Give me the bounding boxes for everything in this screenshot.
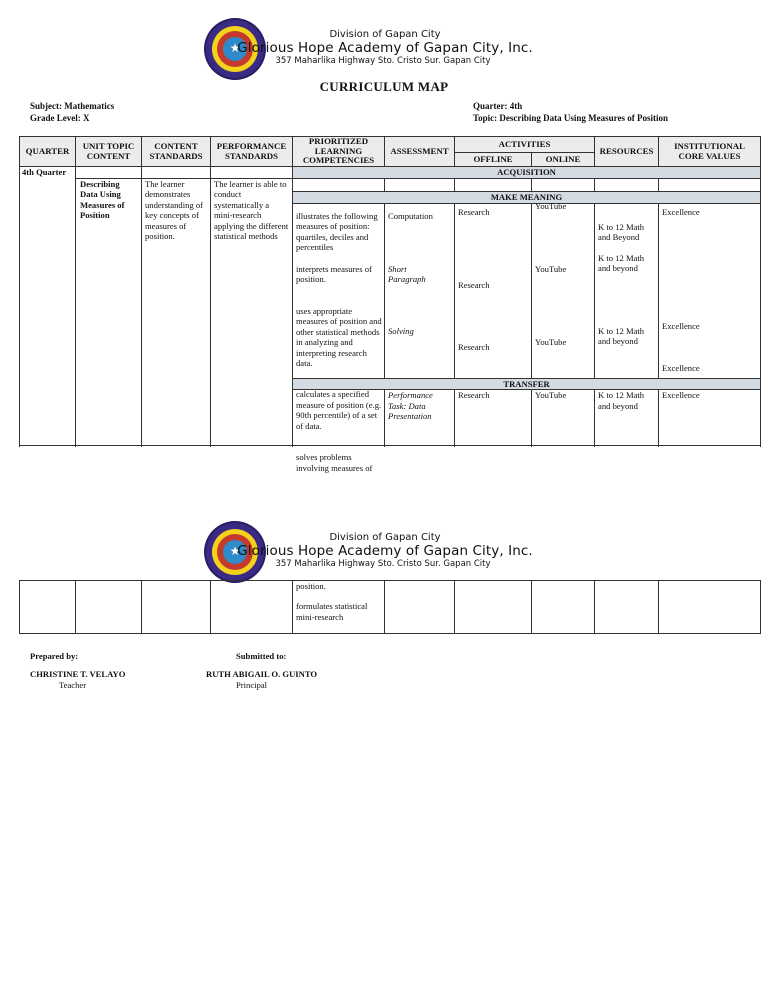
- core-value-item: Excellence: [662, 363, 700, 373]
- resource-item: K to 12 Math and Beyond: [598, 222, 645, 243]
- resources-cell: [595, 204, 659, 379]
- teacher-role: Teacher: [59, 680, 87, 690]
- school-seal-logo: ★: [206, 20, 264, 78]
- page-title: CURRICULUM MAP: [319, 79, 449, 94]
- band-acquisition: ACQUISITION: [293, 167, 761, 179]
- offline-item: Research: [458, 342, 490, 352]
- core-values-cell: [659, 204, 761, 379]
- transfer-competencies-cell: [293, 389, 385, 473]
- content-standard-cell: The learner demonstrates understanding of key concepts of measures of position.: [142, 179, 211, 446]
- competencies-cell: [293, 204, 385, 379]
- submitted-to-label: Submitted to:: [236, 651, 287, 661]
- transfer-assessment-cell: Performance Task: Data Presentation: [385, 390, 455, 446]
- school-address: 357 Maharlika Highway Sto. Cristo Sur. Gapan City: [275, 559, 491, 569]
- online-cell: [532, 201, 595, 379]
- school-name: Glorious Hope Academy of Gapan City, Inc.: [237, 40, 533, 56]
- resource-item: K to 12 Math and beyond: [598, 253, 645, 274]
- principal-role: Principal: [236, 680, 268, 690]
- unit-topic-cell: Describing Data Using Measures of Position: [76, 179, 142, 446]
- competency-item: illustrates the following measures of position: quartiles, deciles and percentiles: [296, 211, 378, 253]
- online-item: YouTube: [535, 337, 567, 347]
- principal-name: RUTH ABIGAIL O. GUINTO: [206, 669, 318, 679]
- assessment-cell: [385, 204, 455, 379]
- col-header-online: ONLINE: [532, 153, 595, 167]
- competency-item: interprets measures of position.: [296, 264, 372, 285]
- school-name: Glorious Hope Academy of Gapan City, Inc.: [237, 543, 533, 559]
- offline-item: Research: [458, 207, 490, 217]
- competency-item: calculates a specified measure of position (e.g. 90th percentile) of a set of data.: [296, 389, 382, 431]
- assessment-item: Computation: [388, 211, 433, 221]
- competency-item: solves problems involving measures of: [296, 452, 373, 473]
- topic-label: Topic: Describing Data Using Measures of Position: [473, 113, 669, 123]
- quarter-label: Quarter: 4th: [473, 101, 523, 111]
- competency-item: position.: [296, 581, 326, 591]
- online-item: YouTube: [535, 264, 567, 274]
- online-item: YouTube: [535, 201, 567, 211]
- col-header-core-values: INSTITUTIONAL CORE VALUES: [659, 137, 761, 167]
- col-header-competencies: PRIORITIZED LEARNING COMPETENCIES: [293, 137, 385, 167]
- offline-item: Research: [458, 280, 490, 290]
- resource-item: K to 12 Math and beyond: [598, 326, 645, 347]
- school-address: 357 Maharlika Highway Sto. Cristo Sur. Gapan City: [275, 56, 491, 66]
- prepared-by-label: Prepared by:: [30, 651, 79, 661]
- curriculum-map-table-continued: [19, 580, 761, 634]
- transfer-core-value-cell: Excellence: [659, 390, 761, 446]
- col-header-unit-topic: UNIT TOPIC CONTENT: [76, 137, 142, 167]
- division-name: Division of Gapan City: [329, 532, 441, 543]
- band-transfer: TRANSFER: [293, 379, 761, 390]
- grade-level-label: Grade Level: X: [30, 113, 90, 123]
- subject-label: Subject: Mathematics: [30, 101, 115, 111]
- teacher-name: CHRISTINE T. VELAYO: [30, 669, 126, 679]
- col-header-performance-standards: PERFORMANCE STANDARDS: [211, 137, 293, 167]
- col-header-content-standards: CONTENT STANDARDS: [142, 137, 211, 167]
- core-value-item: Excellence: [662, 207, 700, 217]
- assessment-item: Short Paragraph: [388, 264, 426, 285]
- transfer-online-cell: YouTube: [532, 390, 595, 446]
- band-make-meaning: MAKE MEANING: [293, 192, 761, 204]
- curriculum-map-table: [19, 136, 761, 473]
- school-seal-logo: ★: [206, 523, 264, 581]
- competency-item: uses appropriate measures of position and other statistical methods in analyzing and interpreting research data.: [296, 306, 382, 369]
- division-name: Division of Gapan City: [329, 29, 441, 40]
- col-header-activities: ACTIVITIES: [455, 137, 595, 153]
- transfer-offline-cell: Research: [455, 390, 532, 446]
- performance-standard-cell: The learner is able to conduct systematically a mini-research applying the different statistical methods: [211, 179, 293, 446]
- assessment-item: Solving: [388, 326, 414, 336]
- col-header-resources: RESOURCES: [595, 137, 659, 167]
- col-header-quarter: QUARTER: [20, 137, 76, 167]
- transfer-competencies-continued: [293, 581, 385, 634]
- col-header-offline: OFFLINE: [455, 153, 532, 167]
- core-value-item: Excellence: [662, 321, 700, 331]
- competency-item: formulates statistical mini-research: [296, 601, 368, 622]
- quarter-cell: 4th Quarter: [20, 167, 76, 446]
- offline-cell: [455, 204, 532, 379]
- col-header-assessment: ASSESSMENT: [385, 137, 455, 167]
- transfer-resources-cell: K to 12 Math and beyond: [595, 390, 659, 446]
